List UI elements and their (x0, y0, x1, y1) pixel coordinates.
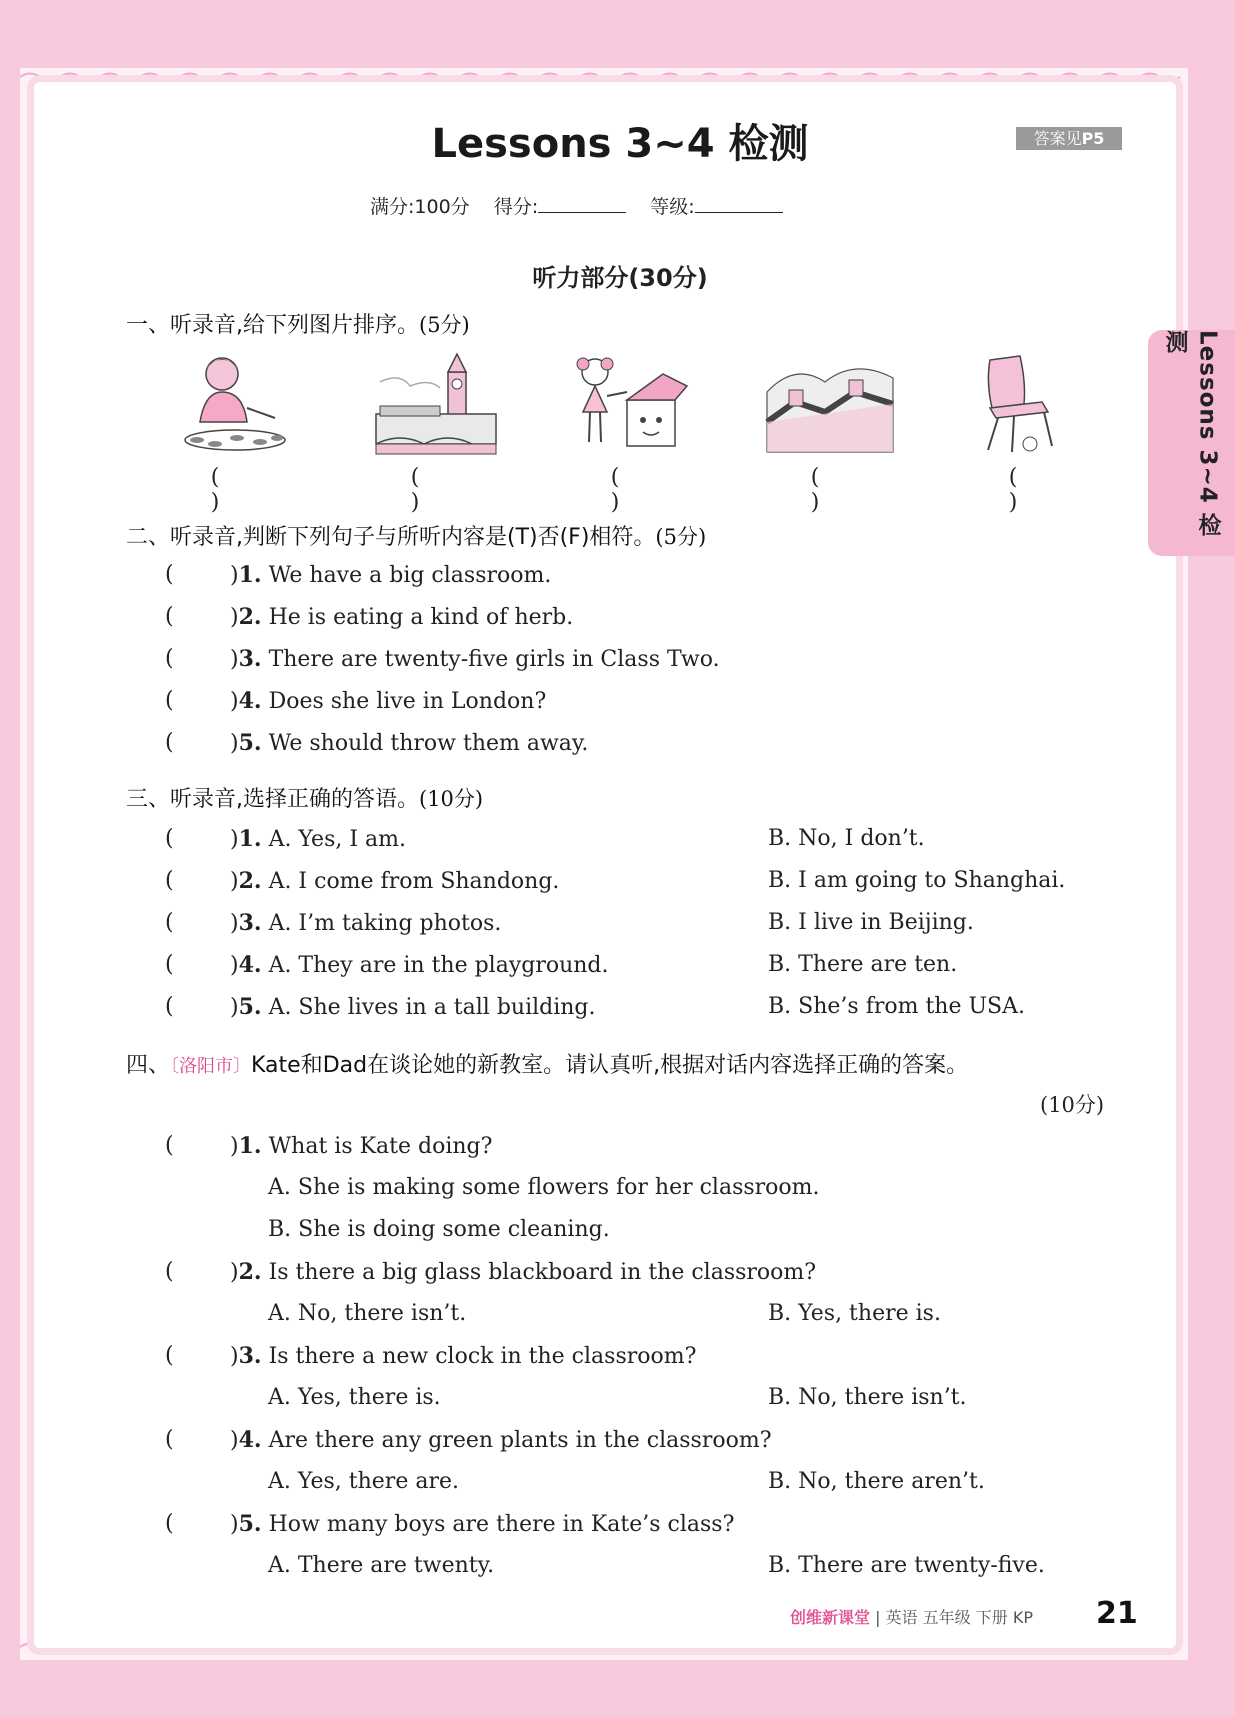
section4-heading-text: Kate和Dad在谈论她的新教室。请认真听,根据对话内容选择正确的答案。 (251, 1053, 969, 1078)
s3-item-2-a: )2. A. I come from Shandong. (230, 868, 560, 894)
full-score: 满分:100分 (370, 196, 470, 218)
item-text: There are twenty-five girls in Class Two. (268, 647, 720, 672)
score-label: 得分: (493, 196, 539, 218)
item-number: 1. (238, 826, 262, 852)
s3-item-5-b: B. She’s from the USA. (768, 994, 1025, 1019)
s4-q4: )4. Are there any green plants in the classroom? (230, 1427, 772, 1453)
picture-chair (968, 352, 1098, 457)
s3-item-5-a: )5. A. She lives in a tall building. (230, 994, 596, 1020)
answer-bracket-s3-1[interactable]: ( (165, 826, 174, 851)
s2-item-2: )2. He is eating a kind of herb. (230, 604, 574, 630)
answer-bracket-s4-1[interactable]: ( (165, 1133, 174, 1158)
item-number: 5. (238, 1511, 262, 1537)
item-number: 1. (238, 562, 262, 588)
section4-points: (10分) (1040, 1093, 1105, 1117)
option-a: A. They are in the playground. (268, 953, 609, 978)
picture-blank-4[interactable]: ( ) (810, 465, 850, 515)
s3-item-4-a: )4. A. They are in the playground. (230, 952, 609, 978)
answer-bracket-s2-1[interactable]: ( (165, 562, 174, 587)
section3-points: (10分) (419, 787, 484, 811)
answer-badge-page: P5 (1081, 129, 1105, 148)
page-title: Lessons 3~4 检测 (431, 121, 809, 167)
s4-q1-a: A. She is making some flowers for her classroom. (268, 1175, 820, 1200)
picture-girl-recycling (565, 352, 695, 457)
item-number: 2. (238, 1259, 262, 1285)
answer-bracket-s2-2[interactable]: ( (165, 604, 174, 629)
s2-item-3: )3. There are twenty-five girls in Class Two. (230, 646, 720, 672)
score-blank[interactable] (538, 194, 626, 213)
answer-bracket-s2-4[interactable]: ( (165, 688, 174, 713)
s2-item-4: )4. Does she live in London? (230, 688, 547, 714)
s4-q2-a: A. No, there isn’t. (268, 1301, 467, 1326)
s4-q5: )5. How many boys are there in Kate’s class? (230, 1511, 735, 1537)
item-number: 4. (238, 688, 262, 714)
s4-q3-b: B. No, there isn’t. (768, 1385, 967, 1410)
section2-points: (5分) (655, 525, 707, 549)
s4-q2-b: B. Yes, there is. (768, 1301, 941, 1326)
answer-bracket-s3-2[interactable]: ( (165, 868, 174, 893)
page-number: 21 (1096, 1596, 1138, 1631)
grade-label: 等级: (650, 196, 695, 218)
answer-bracket-s4-4[interactable]: ( (165, 1427, 174, 1452)
region-tag: 〔洛阳市〕 (170, 1056, 252, 1077)
answer-bracket-s4-3[interactable]: ( (165, 1343, 174, 1368)
item-number: 4. (238, 1427, 262, 1453)
s4-q1: )1. What is Kate doing? (230, 1133, 493, 1159)
answer-badge-prefix: 答案见 (1033, 129, 1082, 148)
option-a: A. Yes, I am. (268, 827, 406, 852)
part-title: 听力部分(30分) (532, 264, 708, 292)
answer-badge (1016, 127, 1122, 150)
question-text: How many boys are there in Kate’s class? (268, 1512, 735, 1537)
picture-blank-2[interactable]: ( ) (410, 465, 450, 515)
item-text: We have a big classroom. (268, 563, 552, 588)
item-number: 4. (238, 952, 262, 978)
answer-bracket-s4-5[interactable]: ( (165, 1511, 174, 1536)
answer-bracket-s3-4[interactable]: ( (165, 952, 174, 977)
s4-q3-a: A. Yes, there is. (268, 1385, 441, 1410)
footer-book-info: | 英语 五年级 下册 KP (875, 1608, 1033, 1627)
question-text: Is there a new clock in the classroom? (268, 1344, 697, 1369)
answer-bracket-s3-5[interactable]: ( (165, 994, 174, 1019)
s2-item-1: )1. We have a big classroom. (230, 562, 552, 588)
option-a: A. She lives in a tall building. (268, 995, 596, 1020)
answer-bracket-s2-3[interactable]: ( (165, 646, 174, 671)
item-text: Does she live in London? (268, 689, 547, 714)
s4-q5-b: B. There are twenty-five. (768, 1553, 1045, 1578)
grade-blank[interactable] (695, 194, 783, 213)
section3-heading (126, 782, 483, 813)
s3-item-1-b: B. No, I don’t. (768, 826, 925, 851)
option-a: A. I’m taking photos. (268, 911, 502, 936)
s4-q4-b: B. No, there aren’t. (768, 1469, 985, 1494)
side-tab-label: Lessons 3~4 检测 (1161, 330, 1221, 537)
item-number: 5. (238, 994, 262, 1020)
picture-big-ben (370, 352, 500, 457)
section1-heading (126, 308, 470, 339)
item-number: 2. (238, 868, 262, 894)
s4-q5-a: A. There are twenty. (268, 1553, 495, 1578)
item-number: 3. (238, 1343, 262, 1369)
s3-item-1-a: )1. A. Yes, I am. (230, 826, 406, 852)
answer-bracket-s3-3[interactable]: ( (165, 910, 174, 935)
section3-heading-text: 三、听录音,选择正确的答语。 (126, 787, 419, 812)
section2-heading (126, 520, 706, 551)
question-text: What is Kate doing? (268, 1134, 493, 1159)
answer-bracket-s4-2[interactable]: ( (165, 1259, 174, 1284)
item-number: 5. (238, 730, 262, 756)
s4-q4-a: A. Yes, there are. (268, 1469, 459, 1494)
question-text: Is there a big glass blackboard in the classroom? (268, 1260, 817, 1285)
s4-q3: )3. Is there a new clock in the classroom? (230, 1343, 697, 1369)
item-number: 3. (238, 646, 262, 672)
picture-great-wall (765, 352, 895, 457)
picture-blank-5[interactable]: ( ) (1008, 465, 1048, 515)
item-number: 2. (238, 604, 262, 630)
section1-heading-text: 一、听录音,给下列图片排序。 (126, 313, 419, 338)
s4-q1-b: B. She is doing some cleaning. (268, 1217, 610, 1242)
score-line (370, 192, 870, 219)
answer-bracket-s2-5[interactable]: ( (165, 730, 174, 755)
side-tab (1148, 330, 1235, 556)
picture-girl-leaves (165, 352, 295, 457)
s3-item-3-a: )3. A. I’m taking photos. (230, 910, 502, 936)
s4-q2: )2. Is there a big glass blackboard in the classroom? (230, 1259, 817, 1285)
item-text: He is eating a kind of herb. (268, 605, 574, 630)
section1-points: (5分) (419, 313, 470, 337)
s3-item-4-b: B. There are ten. (768, 952, 958, 977)
section2-heading-text: 二、听录音,判断下列句子与所听内容是(T)否(F)相符。 (126, 525, 656, 550)
question-text: Are there any green plants in the classroom? (268, 1428, 772, 1453)
item-number: 1. (238, 1133, 262, 1159)
item-text: We should throw them away. (268, 731, 589, 756)
s3-item-3-b: B. I live in Beijing. (768, 910, 974, 935)
footer-info (790, 1605, 1033, 1628)
picture-blank-1[interactable]: ( ) (210, 465, 250, 515)
s3-item-2-b: B. I am going to Shanghai. (768, 868, 1066, 893)
option-a: A. I come from Shandong. (268, 869, 560, 894)
section4-heading (126, 1048, 968, 1079)
s2-item-5: )5. We should throw them away. (230, 730, 589, 756)
picture-blank-3[interactable]: ( ) (610, 465, 650, 515)
footer-brand: 创维新课堂 (790, 1608, 871, 1627)
section4-prefix: 四、 (126, 1053, 171, 1078)
item-number: 3. (238, 910, 262, 936)
